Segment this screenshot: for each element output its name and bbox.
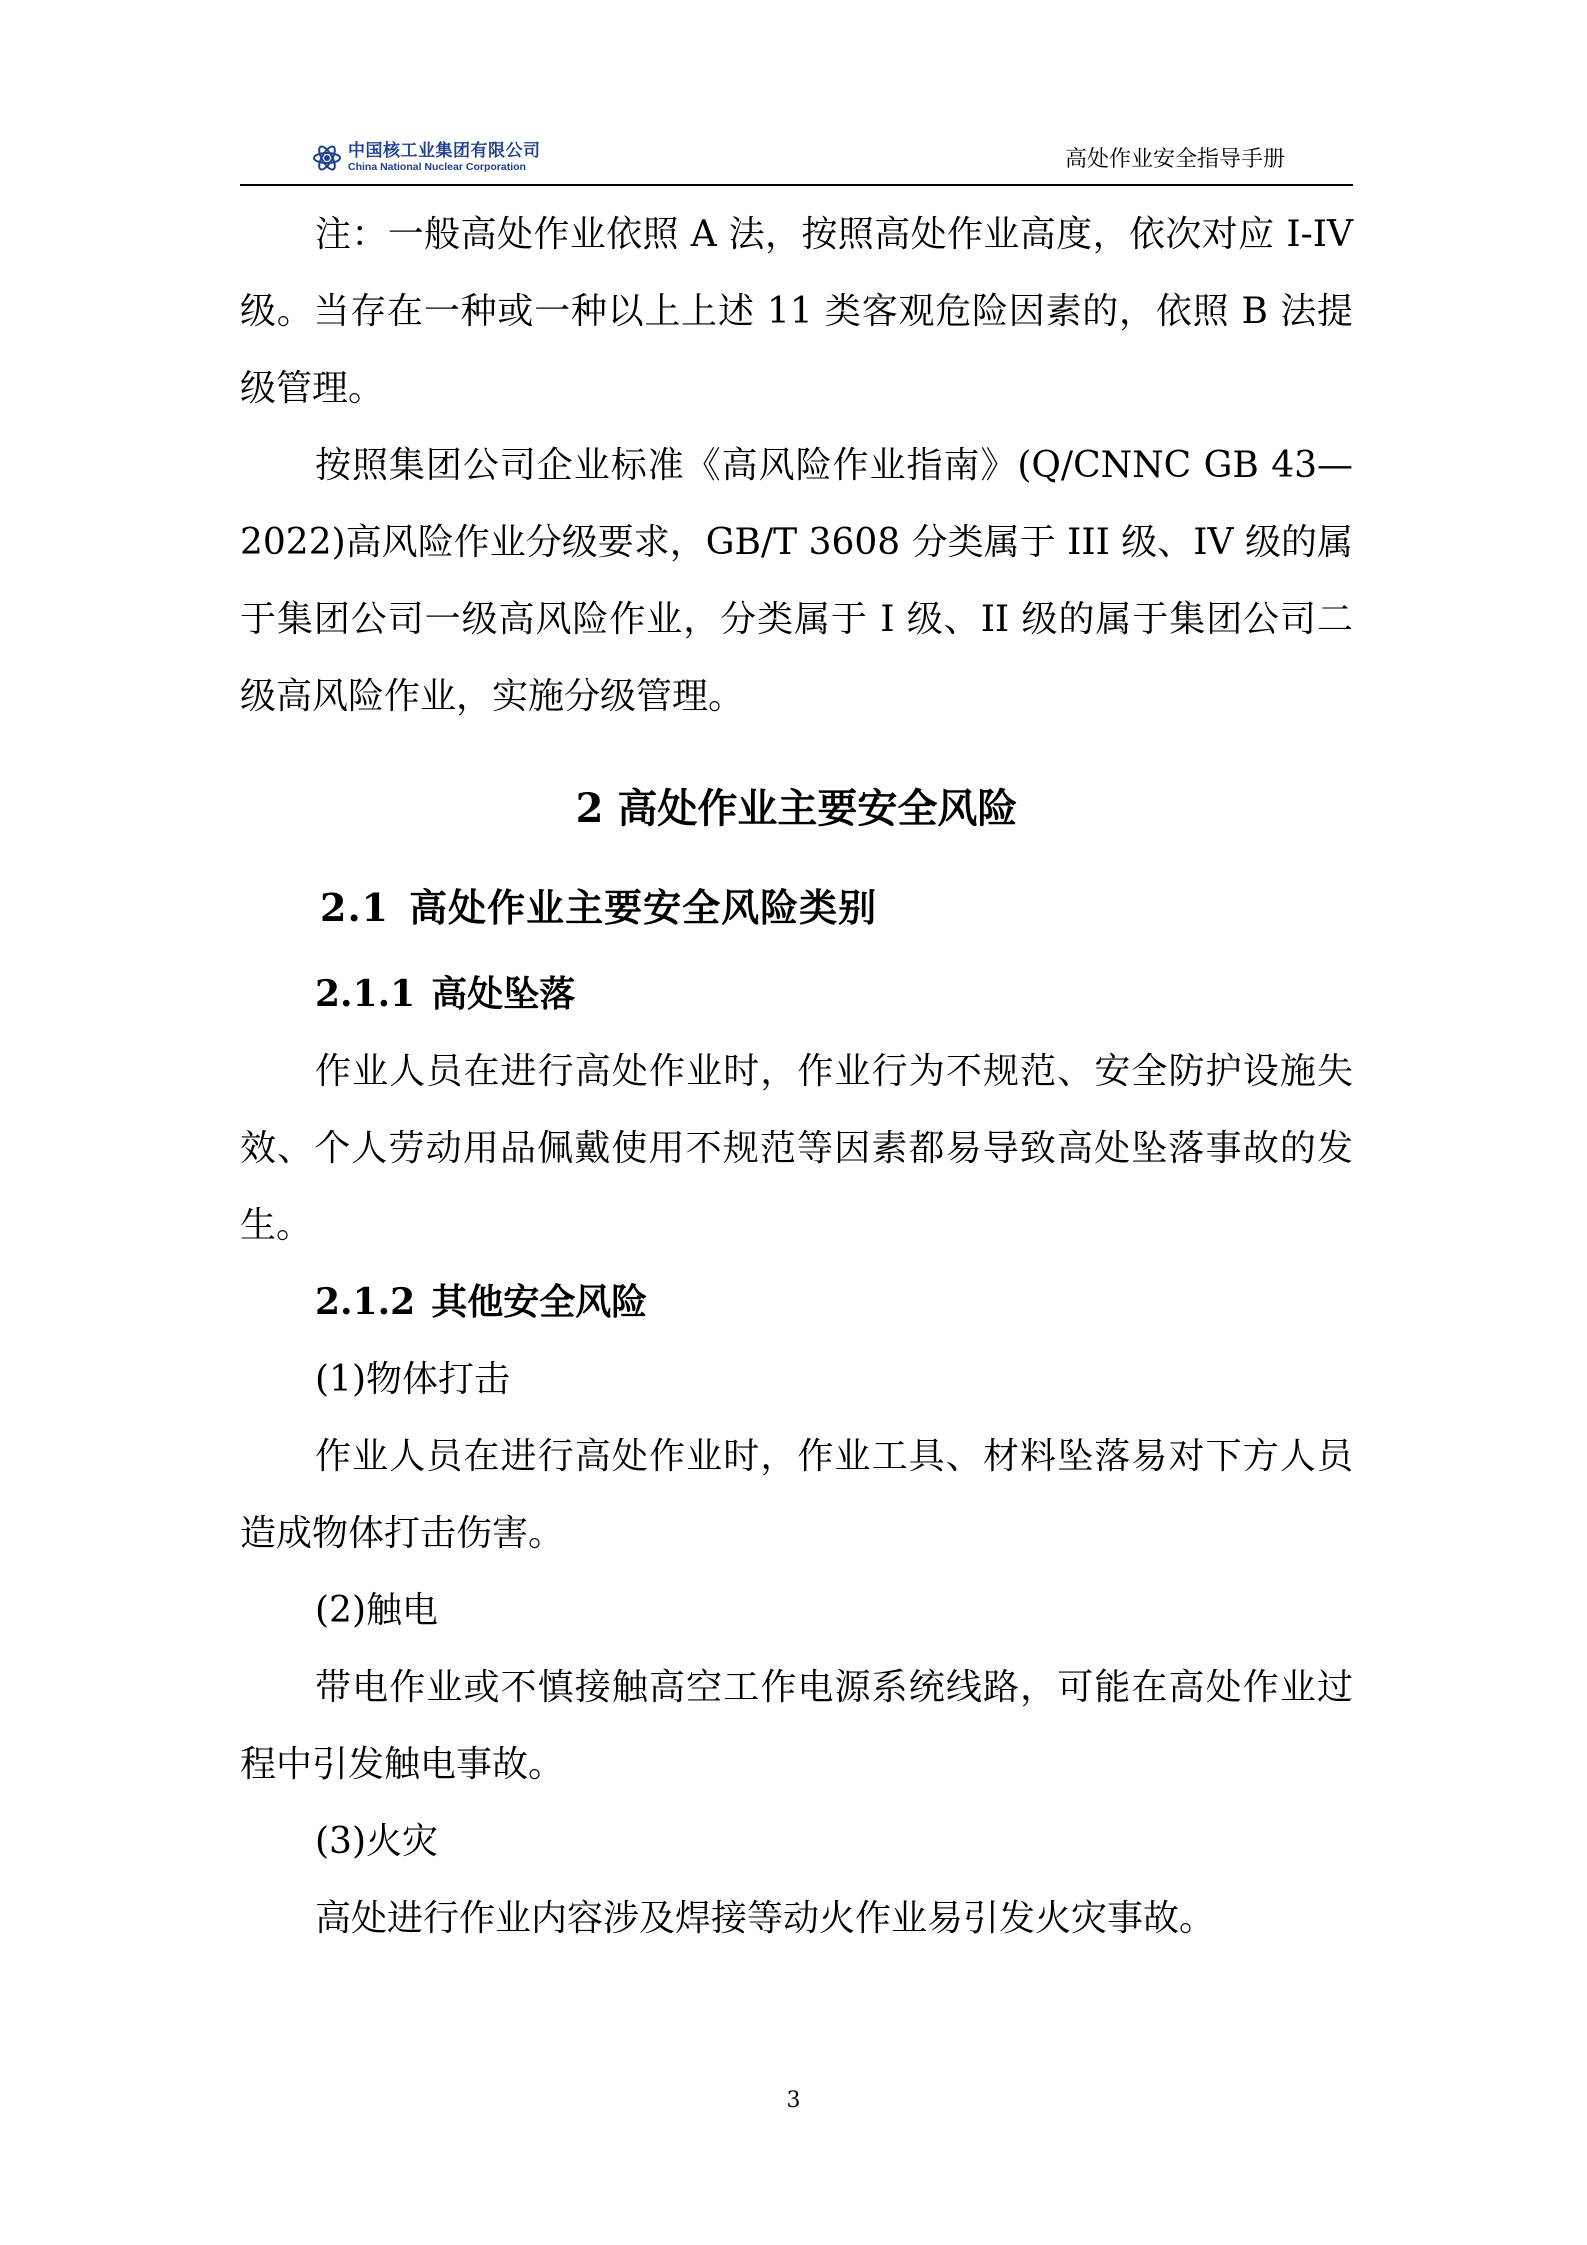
logo-chinese-name: 中国核工业集团有限公司 xyxy=(348,141,541,162)
heading-2-1-2-number: 2.1.2 xyxy=(315,1281,416,1323)
item-fire-text: 高处进行作业内容涉及焊接等动火作业易引发火灾事故。 xyxy=(315,1898,1216,1939)
fall-paragraph: 作业人员在进行高处作业时，作业行为不规范、安全防护设施失效、个人劳动用品佩戴使用不规范等因素都易导致高处坠落事故的发生。 xyxy=(240,1051,1353,1246)
document-title: 高处作业安全指导手册 xyxy=(1064,147,1285,172)
item-object-strike-title: (1)物体打击 xyxy=(315,1359,510,1400)
section-heading: 2 高处作业主要安全风险 xyxy=(575,785,1018,832)
subsection-title: 高处作业主要安全风险类别 xyxy=(409,885,878,930)
item-fire-title: (3)火灾 xyxy=(315,1821,438,1862)
item-object-strike-text: 作业人员在进行高处作业时，作业工具、材料坠落易对下方人员造成物体打击伤害。 xyxy=(240,1436,1353,1554)
subsection-number: 2.1 xyxy=(320,885,390,930)
heading-2-1-1-number: 2.1.1 xyxy=(315,973,416,1015)
heading-2-1-2 xyxy=(240,1264,1353,1341)
page-number: 3 xyxy=(786,2088,801,2113)
heading-2-1-2-title: 其他安全风险 xyxy=(431,1281,648,1323)
standard-paragraph: 按照集团公司企业标准《高风险作业指南》(Q/CNNC GB 43—2022)高风险作业分级要求，GB/T 3608 分类属于 III 级、IV 级的属于集团公司一级高风险作业，分类属于 I 级、II 级的属于集团公司二级高风险作业，实施分级管理。 xyxy=(240,445,1353,717)
cnnc-logo xyxy=(312,138,541,178)
note-paragraph: 注：一般高处作业依照 A 法，按照高处作业高度，依次对应 I-IV 级。当存在一种或一种以上上述 11 类客观危险因素的，依照 B 法提级管理。 xyxy=(240,214,1353,409)
item-electric-shock-text: 带电作业或不慎接触高空工作电源系统线路，可能在高处作业过程中引发触电事故。 xyxy=(240,1667,1353,1785)
page-content xyxy=(240,196,1353,1957)
heading-2-1-1-title: 高处坠落 xyxy=(431,973,576,1015)
subsection-heading xyxy=(240,860,1353,956)
page-header xyxy=(240,128,1353,186)
heading-2-1-1 xyxy=(240,956,1353,1033)
logo-english-name: China National Nuclear Corporation xyxy=(348,161,526,174)
item-electric-shock-title: (2)触电 xyxy=(315,1590,438,1631)
atom-logo-icon xyxy=(312,141,342,175)
